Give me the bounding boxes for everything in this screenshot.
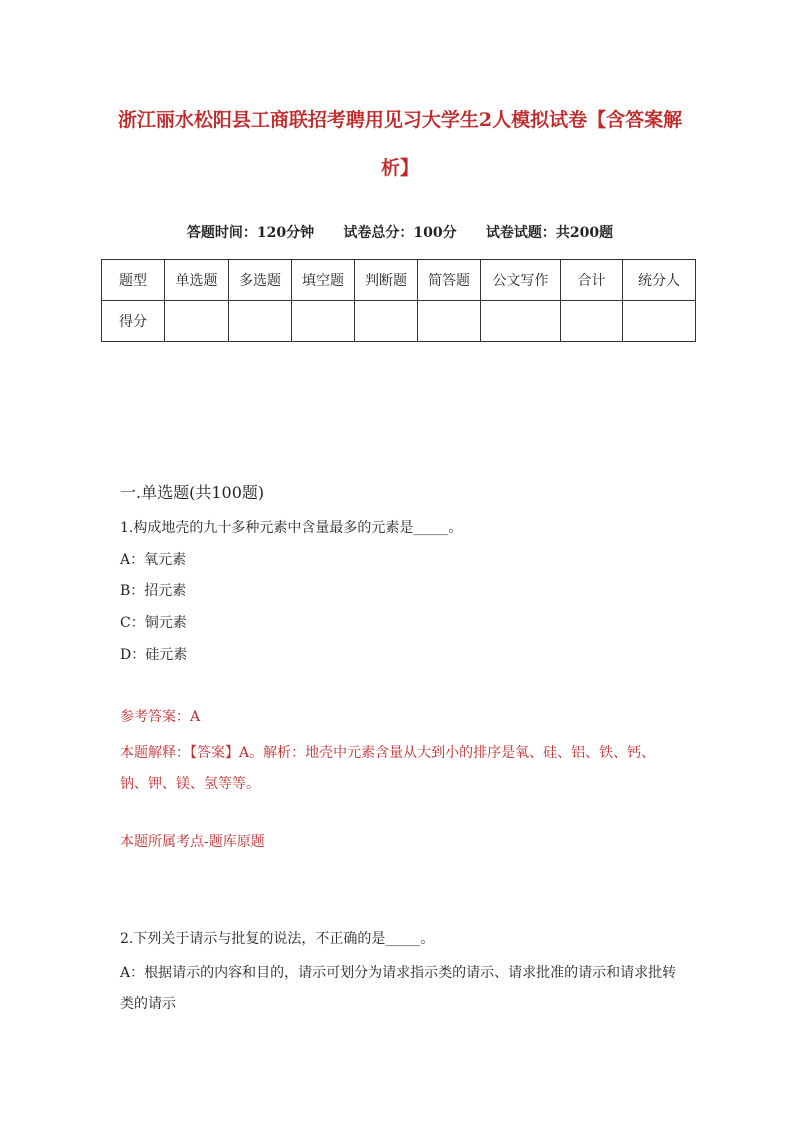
question-stem: 1.构成地壳的九十多种元素中含量最多的元素是_____。: [120, 520, 463, 536]
exam-info: 答题时间：120分钟 试卷总分：100分 试卷试题：共200题: [186, 225, 614, 241]
question-stem: 2.下列关于请示与批复的说法，不正确的是_____。: [120, 931, 435, 947]
score-cell: [355, 301, 418, 342]
answer-text: 参考答案：A: [120, 709, 201, 725]
document-title: 浙江丽水松阳县工商联招考聘用见习大学生2人模拟试卷【含答案解析】: [117, 109, 683, 179]
score-cell: [561, 301, 623, 342]
question-option: B：招元素: [120, 583, 187, 599]
header-cell-fill-blank: 填空题: [292, 260, 355, 301]
question-option: A：氧元素: [120, 552, 187, 568]
header-cell-multiple-choice: 多选题: [229, 260, 292, 301]
header-cell-total: 合计: [561, 260, 623, 301]
score-cell: [165, 301, 229, 342]
score-row-label: 得分: [102, 301, 165, 342]
score-table-score-row: [102, 301, 696, 342]
score-cell: [623, 301, 696, 342]
header-cell-official-writing: 公文写作: [481, 260, 561, 301]
question-option: A：根据请示的内容和目的，请示可划分为请求指示类的请示、请求批准的请示和请求批转类的请示: [120, 965, 677, 1012]
header-cell-scorer: 统分人: [623, 260, 696, 301]
header-cell-single-choice: 单选题: [165, 260, 229, 301]
score-cell: [418, 301, 481, 342]
score-table-header-row: [102, 260, 696, 301]
source-text: 本题所属考点-题库原题: [120, 834, 265, 850]
question-option: C：铜元素: [120, 615, 187, 631]
score-table: [101, 259, 696, 342]
question-option: D：硅元素: [120, 647, 188, 663]
header-cell-short-answer: 简答题: [418, 260, 481, 301]
header-cell-true-false: 判断题: [355, 260, 418, 301]
explanation-text: 本题解释：【答案】A。解析：地壳中元素含量从大到小的排序是氧、硅、铝、铁、钙、钠、钾、镁、氢等等。: [120, 745, 656, 792]
header-cell-type: 题型: [102, 260, 165, 301]
score-cell: [481, 301, 561, 342]
score-cell: [229, 301, 292, 342]
score-cell: [292, 301, 355, 342]
section-title: 一.单选题(共100题): [120, 483, 265, 502]
